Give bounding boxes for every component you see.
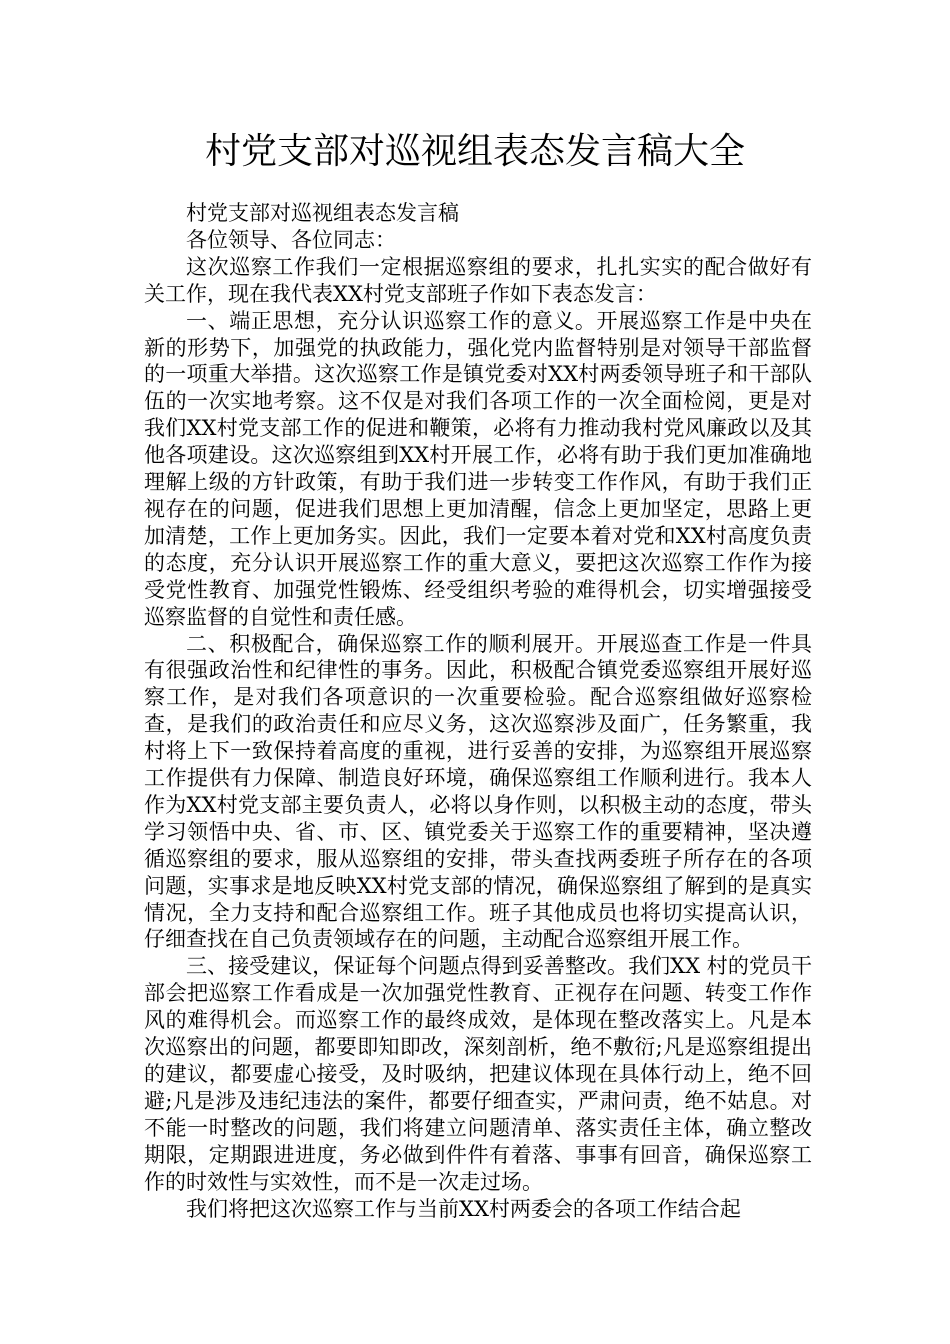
salutation-line: 各位领导、各位同志： xyxy=(186,227,396,252)
section-two-paragraph: 二、积极配合，确保巡察工作的顺利展开。开展巡查工作是一件具有很强政治性和纪律性的事务。因此，积极配合镇党委巡察组开展好巡察工作，是对我们各项意识的一次重要检验。配合巡察组做好巡察检查，是我们的政治责任和应尽义务，这次巡察涉及面广，任务繁重，我村将上下一致保持着高度的重视，进行妥善的安排，为巡察组开展巡察工作提供有力保障、制造良好环境，确保巡察组工作顺利进行。我本人作为XX村党支部主要负责人，必将以身作则，以积极主动的态度，带头学习领悟中央、省、市、区、镇党委关于巡察工作的重要精神，坚决遵循巡察组的要求，服从巡察组的安排，带头查找两委班子所存在的各项问题，实事求是地反映XX村党支部的情况，确保巡察组了解到的是真实情况，全力支持和配合巡察组工作。班子其他成员也将切实提高认识，仔细查找在自己负责领域存在的问题，主动配合巡察组开展工作。 xyxy=(144,631,812,952)
document-title: 村党支部对巡视组表态发言稿大全 xyxy=(204,131,745,172)
section-one-paragraph: 一、端正思想，充分认识巡察工作的意义。开展巡察工作是中央在新的形势下，加强党的执政能力，强化党内监督特别是对领导干部监督的一项重大举措。这次巡察工作是镇党委对XX村两委领导班子和干部队伍的一次实地考察。这不仅是对我们各项工作的一次全面检阅，更是对我们XX村党支部工作的促进和鞭策，必将有力推动我村党风廉政以及其他各项建设。这次巡察组到XX村开展工作，必将有助于我们更加准确地理解上级的方针政策，有助于我们进一步转变工作作风，有助于我们正视存在的问题，促进我们思想上更加清醒，信念上更加坚定，思路上更加清楚，工作上更加务实。因此，我们一定要本着对党和XX村高度负责的态度，充分认识开展巡察工作的重大意义，要把这次巡察工作作为接受党性教育、加强党性锻炼、经受组织考验的难得机会，切实增强接受巡察监督的自觉性和责任感。 xyxy=(144,308,812,629)
closing-paragraph: 我们将把这次巡察工作与当前XX村两委会的各项工作结合起 xyxy=(186,1196,741,1221)
section-three-paragraph: 三、接受建议，保证每个问题点得到妥善整改。我们XX 村的党员干部会把巡察工作看成是一次加强党性教育、正视存在问题、转变工作作风的难得机会。而巡察工作的最终成效，是体现在整改落实上。凡是本次巡察出的问题，都要即知即改，深刻剖析，绝不敷衍;凡是巡察组提出的建议，都要虚心接受，及时吸纳，把建议体现在具体行动上，绝不回避;凡是涉及违纪违法的案件，都要仔细查实，严肃问责，绝不姑息。对不能一时整改的问题，我们将建立问题清单、落实责任主体，确立整改期限，定期跟进进度，务必做到件件有着落、事事有回音，确保巡察工作的时效性与实效性，而不是一次走过场。 xyxy=(144,954,812,1194)
document-body xyxy=(144,200,812,1222)
intro-paragraph: 这次巡察工作我们一定根据巡察组的要求，扎扎实实的配合做好有关工作，现在我代表XX村党支部班子作如下表态发言： xyxy=(144,254,812,306)
speech-title-line: 村党支部对巡视组表态发言稿 xyxy=(186,201,459,225)
